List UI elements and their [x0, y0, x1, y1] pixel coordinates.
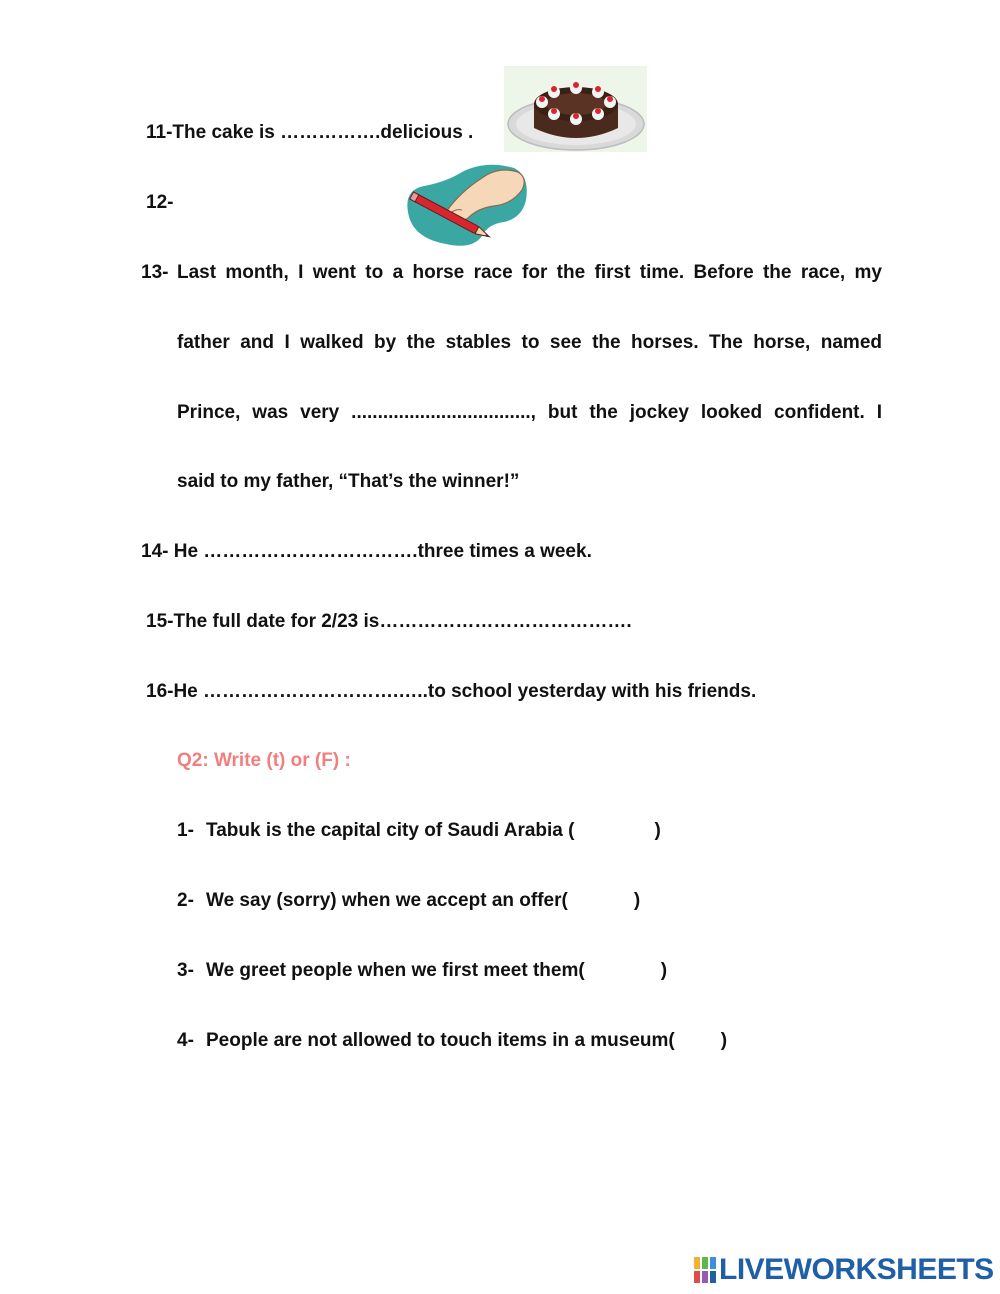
tf-item-number: 3-: [177, 960, 194, 981]
hand-pencil-image: [402, 160, 532, 248]
liveworksheets-mark-icon: [694, 1257, 716, 1283]
question-14: 14- He …………………………….three times a week.: [141, 541, 592, 562]
tf-item-3: [177, 959, 667, 983]
tf-item-2: [177, 889, 640, 913]
question-13-line-2: father and I walked by the stables to see the horses. The horse, named: [177, 332, 882, 353]
q2-title: Q2: Write (t) or (F) :: [177, 750, 351, 771]
tf-item-number: 4-: [177, 1030, 194, 1051]
question-13-line-1: Last month, I went to a horse race for the first time. Before the race, my: [177, 262, 882, 283]
question-13-line-4: said to my father, “That’s the winner!”: [177, 471, 520, 492]
question-16: 16-He ………………………….…..to school yesterday with his friends.: [146, 681, 757, 702]
tf-item-number: 1-: [177, 820, 194, 841]
cake-image: [504, 66, 647, 152]
tf-item-text: We greet people when we first meet them(: [206, 960, 585, 981]
hand-pointing-pencil-icon: [402, 160, 532, 248]
question-11: 11-The cake is …………….delicious .: [146, 122, 474, 143]
question-15: 15-The full date for 2/23 is………………………………….: [146, 611, 632, 632]
tf-item-text: Tabuk is the capital city of Saudi Arabia (: [206, 820, 575, 841]
tf-item-4: [177, 1029, 727, 1053]
tf-item-1: [177, 819, 661, 843]
tf-close-paren: ): [633, 890, 641, 911]
question-13-number: 13-: [141, 262, 169, 283]
tf-item-text: People are not allowed to touch items in a museum(: [206, 1030, 675, 1051]
tf-item-number: 2-: [177, 890, 194, 911]
tf-item-text: We say (sorry) when we accept an offer(: [206, 890, 568, 911]
liveworksheets-logo: [694, 1254, 994, 1286]
tf-close-paren: ): [654, 820, 661, 841]
question-13-line-3: Prince, was very .................................., but the jockey looked confident. I: [177, 402, 882, 423]
tf-close-paren: ): [720, 1030, 728, 1051]
question-12: 12-: [146, 192, 174, 213]
liveworksheets-wordmark: LIVEWORKSHEETS: [719, 1253, 994, 1286]
cake-icon: [504, 66, 647, 152]
tf-close-paren: ): [660, 960, 668, 981]
